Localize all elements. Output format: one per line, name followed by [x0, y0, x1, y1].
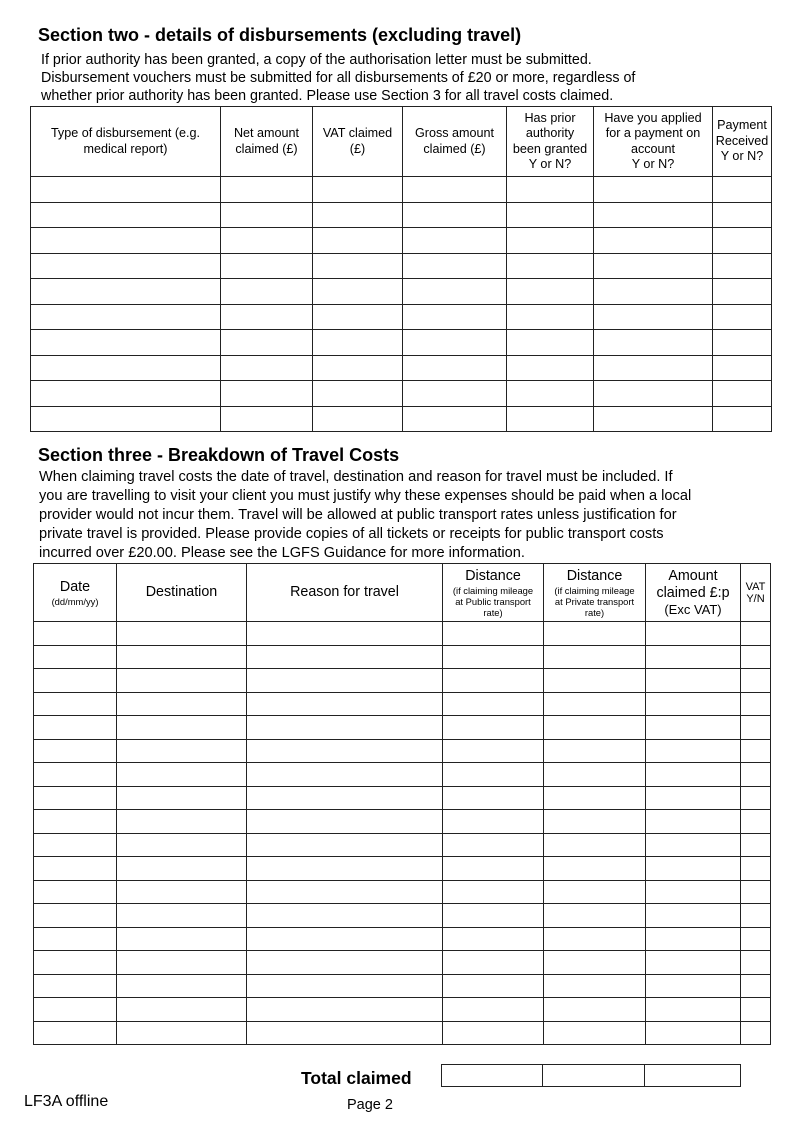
payment-received-cell[interactable] [713, 381, 772, 407]
destination-cell[interactable] [117, 739, 247, 763]
distance-public-cell[interactable] [443, 927, 544, 951]
destination-cell[interactable] [117, 904, 247, 928]
destination-cell[interactable] [117, 692, 247, 716]
travel-row [34, 739, 771, 763]
gross-amount-cell[interactable] [403, 202, 507, 228]
payment-received-cell[interactable] [713, 253, 772, 279]
distance-private-cell[interactable] [544, 998, 646, 1022]
type-cell[interactable] [31, 253, 221, 279]
distance-private-cell[interactable] [544, 716, 646, 740]
net-amount-cell[interactable] [221, 177, 313, 203]
date-cell[interactable] [34, 810, 117, 834]
reason-cell[interactable] [247, 857, 443, 881]
distance-public-cell[interactable] [443, 833, 544, 857]
gross-amount-cell[interactable] [403, 355, 507, 381]
vat-cell[interactable] [741, 645, 771, 669]
amount-cell[interactable] [646, 833, 741, 857]
travel-costs-table [33, 563, 771, 1045]
distance-private-cell[interactable] [544, 763, 646, 787]
reason-cell[interactable] [247, 669, 443, 693]
distance-private-cell[interactable] [544, 786, 646, 810]
distance-public-cell[interactable] [443, 810, 544, 834]
distance-public-cell[interactable] [443, 763, 544, 787]
vat-cell[interactable] [313, 228, 403, 254]
destination-cell[interactable] [117, 974, 247, 998]
vat-cell[interactable] [313, 381, 403, 407]
distance-private-cell[interactable] [544, 904, 646, 928]
amount-cell[interactable] [646, 716, 741, 740]
instruction-line: you are travelling to visit your client you must justify why these expenses should be paid when a local [39, 488, 692, 504]
distance-private-cell[interactable] [544, 810, 646, 834]
vat-cell[interactable] [741, 622, 771, 646]
amount-cell[interactable] [646, 1021, 741, 1045]
disbursement-row [31, 279, 772, 305]
vat-cell[interactable] [313, 202, 403, 228]
disbursement-row [31, 406, 772, 432]
travel-row [34, 810, 771, 834]
disbursement-row [31, 381, 772, 407]
amount-cell[interactable] [646, 786, 741, 810]
net-amount-cell[interactable] [221, 228, 313, 254]
travel-row [34, 904, 771, 928]
distance-public-cell[interactable] [443, 998, 544, 1022]
destination-cell[interactable] [117, 998, 247, 1022]
date-cell[interactable] [34, 622, 117, 646]
total-claimed-label: Total claimed [301, 1068, 412, 1088]
instruction-line: When claiming travel costs the date of travel, destination and reason for travel must be included. If [39, 469, 673, 485]
disbursement-row [31, 202, 772, 228]
type-cell[interactable] [31, 304, 221, 330]
date-cell[interactable] [34, 927, 117, 951]
type-cell[interactable] [31, 202, 221, 228]
distance-private-cell[interactable] [544, 857, 646, 881]
payment-received-cell[interactable] [713, 304, 772, 330]
destination-cell[interactable] [117, 716, 247, 740]
prior-authority-cell[interactable] [507, 304, 594, 330]
payment-on-account-cell[interactable] [594, 406, 713, 432]
destination-cell[interactable] [117, 951, 247, 975]
reason-cell[interactable] [247, 951, 443, 975]
travel-row [34, 786, 771, 810]
vat-cell[interactable] [741, 692, 771, 716]
distance-private-cell[interactable] [544, 692, 646, 716]
amount-cell[interactable] [646, 974, 741, 998]
gross-amount-cell[interactable] [403, 330, 507, 356]
destination-cell[interactable] [117, 622, 247, 646]
net-amount-cell[interactable] [221, 279, 313, 305]
vat-cell[interactable] [741, 716, 771, 740]
vat-cell[interactable] [741, 1021, 771, 1045]
distance-public-cell[interactable] [443, 645, 544, 669]
vat-cell[interactable] [741, 951, 771, 975]
gross-amount-cell[interactable] [403, 177, 507, 203]
payment-on-account-cell[interactable] [594, 355, 713, 381]
instruction-line: provider would not incur them. Travel will be allowed at public transport rates unless justification for [39, 507, 677, 523]
travel-row [34, 974, 771, 998]
total-distance-public-cell[interactable] [442, 1065, 543, 1087]
reason-cell[interactable] [247, 716, 443, 740]
date-cell[interactable] [34, 974, 117, 998]
disbursement-row [31, 330, 772, 356]
reason-cell[interactable] [247, 974, 443, 998]
total-claimed-row [441, 1064, 741, 1087]
distance-public-cell[interactable] [443, 692, 544, 716]
destination-cell[interactable] [117, 645, 247, 669]
date-cell[interactable] [34, 692, 117, 716]
amount-cell[interactable] [646, 763, 741, 787]
date-cell[interactable] [34, 786, 117, 810]
destination-cell[interactable] [117, 857, 247, 881]
vat-cell[interactable] [313, 253, 403, 279]
amount-cell[interactable] [646, 810, 741, 834]
header-vat-claimed: VAT claimed (£) [313, 107, 403, 177]
distance-public-cell[interactable] [443, 1021, 544, 1045]
net-amount-cell[interactable] [221, 202, 313, 228]
header-destination: Destination [117, 564, 247, 622]
reason-cell[interactable] [247, 998, 443, 1022]
travel-row [34, 622, 771, 646]
disbursement-row [31, 177, 772, 203]
date-cell[interactable] [34, 904, 117, 928]
destination-cell[interactable] [117, 1021, 247, 1045]
payment-received-cell[interactable] [713, 177, 772, 203]
header-reason-for-travel: Reason for travel [247, 564, 443, 622]
prior-authority-cell[interactable] [507, 406, 594, 432]
payment-on-account-cell[interactable] [594, 330, 713, 356]
amount-cell[interactable] [646, 927, 741, 951]
amount-cell[interactable] [646, 857, 741, 881]
vat-cell[interactable] [313, 406, 403, 432]
distance-public-cell[interactable] [443, 904, 544, 928]
distance-private-cell[interactable] [544, 833, 646, 857]
reason-cell[interactable] [247, 904, 443, 928]
page-number: Page 2 [347, 1097, 393, 1113]
payment-on-account-cell[interactable] [594, 177, 713, 203]
disbursements-header-row [31, 107, 772, 177]
reason-cell[interactable] [247, 763, 443, 787]
type-cell[interactable] [31, 228, 221, 254]
disbursement-row [31, 304, 772, 330]
vat-cell[interactable] [313, 279, 403, 305]
prior-authority-cell[interactable] [507, 355, 594, 381]
payment-received-cell[interactable] [713, 406, 772, 432]
destination-cell[interactable] [117, 880, 247, 904]
header-amount-claimed: Amount claimed £:p (Exc VAT) [646, 564, 741, 622]
travel-row [34, 880, 771, 904]
vat-cell[interactable] [741, 786, 771, 810]
reason-cell[interactable] [247, 1021, 443, 1045]
amount-cell[interactable] [646, 880, 741, 904]
distance-public-cell[interactable] [443, 739, 544, 763]
travel-row [34, 951, 771, 975]
net-amount-cell[interactable] [221, 355, 313, 381]
header-net-amount: Net amount claimed (£) [221, 107, 313, 177]
distance-public-cell[interactable] [443, 669, 544, 693]
gross-amount-cell[interactable] [403, 279, 507, 305]
reason-cell[interactable] [247, 622, 443, 646]
reason-cell[interactable] [247, 880, 443, 904]
vat-cell[interactable] [741, 763, 771, 787]
date-cell[interactable] [34, 880, 117, 904]
distance-public-cell[interactable] [443, 622, 544, 646]
reason-cell[interactable] [247, 739, 443, 763]
payment-received-cell[interactable] [713, 228, 772, 254]
header-type-of-disbursement: Type of disbursement (e.g. medical report) [31, 107, 221, 177]
reason-cell[interactable] [247, 645, 443, 669]
prior-authority-cell[interactable] [507, 253, 594, 279]
date-cell[interactable] [34, 669, 117, 693]
prior-authority-cell[interactable] [507, 381, 594, 407]
net-amount-cell[interactable] [221, 330, 313, 356]
reason-cell[interactable] [247, 833, 443, 857]
header-date: Date (dd/mm/yy) [34, 564, 117, 622]
disbursement-row [31, 253, 772, 279]
payment-on-account-cell[interactable] [594, 304, 713, 330]
reason-cell[interactable] [247, 810, 443, 834]
type-cell[interactable] [31, 330, 221, 356]
travel-row [34, 763, 771, 787]
vat-cell[interactable] [313, 355, 403, 381]
payment-received-cell[interactable] [713, 355, 772, 381]
type-cell[interactable] [31, 177, 221, 203]
distance-private-cell[interactable] [544, 880, 646, 904]
destination-cell[interactable] [117, 786, 247, 810]
vat-cell[interactable] [741, 810, 771, 834]
travel-row [34, 669, 771, 693]
section-two-title: Section two - details of disbursements (excluding travel) [38, 25, 522, 45]
travel-row [34, 833, 771, 857]
amount-cell[interactable] [646, 904, 741, 928]
header-vat: VAT Y/N [741, 564, 771, 622]
type-cell[interactable] [31, 406, 221, 432]
travel-row [34, 645, 771, 669]
date-cell[interactable] [34, 739, 117, 763]
reason-cell[interactable] [247, 786, 443, 810]
instruction-line: whether prior authority has been granted. Please use Section 3 for all travel costs claimed. [41, 88, 614, 104]
payment-on-account-cell[interactable] [594, 279, 713, 305]
distance-private-cell[interactable] [544, 927, 646, 951]
destination-cell[interactable] [117, 669, 247, 693]
distance-public-cell[interactable] [443, 716, 544, 740]
distance-private-cell[interactable] [544, 739, 646, 763]
distance-private-cell[interactable] [544, 1021, 646, 1045]
type-cell[interactable] [31, 279, 221, 305]
amount-cell[interactable] [646, 739, 741, 763]
header-payment-received: Payment Received Y or N? [713, 107, 772, 177]
amount-cell[interactable] [646, 998, 741, 1022]
date-cell[interactable] [34, 857, 117, 881]
travel-row [34, 927, 771, 951]
date-cell[interactable] [34, 998, 117, 1022]
instruction-line: If prior authority has been granted, a copy of the authorisation letter must be submitted. [41, 52, 592, 68]
section-two-instructions [41, 51, 635, 105]
travel-header-row [34, 564, 771, 622]
vat-cell[interactable] [741, 833, 771, 857]
net-amount-cell[interactable] [221, 304, 313, 330]
vat-cell[interactable] [741, 974, 771, 998]
header-payment-on-account: Have you applied for a payment on account Y or N? [594, 107, 713, 177]
type-cell[interactable] [31, 381, 221, 407]
payment-on-account-cell[interactable] [594, 253, 713, 279]
section-three-title: Section three - Breakdown of Travel Costs [38, 445, 400, 465]
travel-row [34, 692, 771, 716]
distance-public-cell[interactable] [443, 974, 544, 998]
travel-row [34, 1021, 771, 1045]
gross-amount-cell[interactable] [403, 228, 507, 254]
header-distance-private: Distance (if claiming mileage at Private transport rate) [544, 564, 646, 622]
vat-cell[interactable] [741, 904, 771, 928]
vat-cell[interactable] [741, 669, 771, 693]
header-gross-amount: Gross amount claimed (£) [403, 107, 507, 177]
prior-authority-cell[interactable] [507, 279, 594, 305]
total-distance-private-cell[interactable] [543, 1065, 645, 1087]
net-amount-cell[interactable] [221, 253, 313, 279]
amount-cell[interactable] [646, 622, 741, 646]
travel-row [34, 857, 771, 881]
payment-received-cell[interactable] [713, 279, 772, 305]
instruction-line: private travel is provided. Please provide copies of all tickets or receipts for public transport costs [39, 526, 664, 542]
net-amount-cell[interactable] [221, 406, 313, 432]
total-amount-cell[interactable] [645, 1065, 741, 1087]
distance-public-cell[interactable] [443, 880, 544, 904]
disbursement-row [31, 228, 772, 254]
date-cell[interactable] [34, 645, 117, 669]
net-amount-cell[interactable] [221, 381, 313, 407]
distance-private-cell[interactable] [544, 974, 646, 998]
vat-cell[interactable] [741, 927, 771, 951]
destination-cell[interactable] [117, 810, 247, 834]
vat-cell[interactable] [741, 880, 771, 904]
distance-public-cell[interactable] [443, 951, 544, 975]
travel-row [34, 998, 771, 1022]
disbursement-row [31, 355, 772, 381]
amount-cell[interactable] [646, 692, 741, 716]
payment-on-account-cell[interactable] [594, 202, 713, 228]
vat-cell[interactable] [313, 177, 403, 203]
form-id: LF3A offline [24, 1093, 109, 1110]
header-prior-authority: Has prior authority been granted Y or N? [507, 107, 594, 177]
travel-row [34, 716, 771, 740]
instruction-line: Disbursement vouchers must be submitted for all disbursements of £20 or more, regardless of [41, 70, 636, 86]
payment-on-account-cell[interactable] [594, 228, 713, 254]
type-cell[interactable] [31, 355, 221, 381]
distance-private-cell[interactable] [544, 951, 646, 975]
gross-amount-cell[interactable] [403, 381, 507, 407]
payment-received-cell[interactable] [713, 202, 772, 228]
amount-cell[interactable] [646, 951, 741, 975]
destination-cell[interactable] [117, 927, 247, 951]
prior-authority-cell[interactable] [507, 177, 594, 203]
payment-received-cell[interactable] [713, 330, 772, 356]
payment-on-account-cell[interactable] [594, 381, 713, 407]
amount-cell[interactable] [646, 645, 741, 669]
disbursements-table [30, 106, 772, 432]
instruction-line: incurred over £20.00. Please see the LGFS Guidance for more information. [39, 545, 525, 561]
gross-amount-cell[interactable] [403, 304, 507, 330]
prior-authority-cell[interactable] [507, 330, 594, 356]
destination-cell[interactable] [117, 763, 247, 787]
distance-private-cell[interactable] [544, 622, 646, 646]
reason-cell[interactable] [247, 692, 443, 716]
distance-public-cell[interactable] [443, 786, 544, 810]
reason-cell[interactable] [247, 927, 443, 951]
date-cell[interactable] [34, 951, 117, 975]
date-cell[interactable] [34, 833, 117, 857]
prior-authority-cell[interactable] [507, 202, 594, 228]
distance-private-cell[interactable] [544, 669, 646, 693]
date-cell[interactable] [34, 716, 117, 740]
amount-cell[interactable] [646, 669, 741, 693]
vat-cell[interactable] [313, 304, 403, 330]
date-cell[interactable] [34, 763, 117, 787]
header-distance-public: Distance (if claiming mileage at Public transport rate) [443, 564, 544, 622]
destination-cell[interactable] [117, 833, 247, 857]
vat-cell[interactable] [313, 330, 403, 356]
vat-cell[interactable] [741, 857, 771, 881]
distance-public-cell[interactable] [443, 857, 544, 881]
date-cell[interactable] [34, 1021, 117, 1045]
prior-authority-cell[interactable] [507, 228, 594, 254]
section-three-instructions [39, 468, 691, 563]
distance-private-cell[interactable] [544, 645, 646, 669]
gross-amount-cell[interactable] [403, 406, 507, 432]
vat-cell[interactable] [741, 739, 771, 763]
vat-cell[interactable] [741, 998, 771, 1022]
gross-amount-cell[interactable] [403, 253, 507, 279]
